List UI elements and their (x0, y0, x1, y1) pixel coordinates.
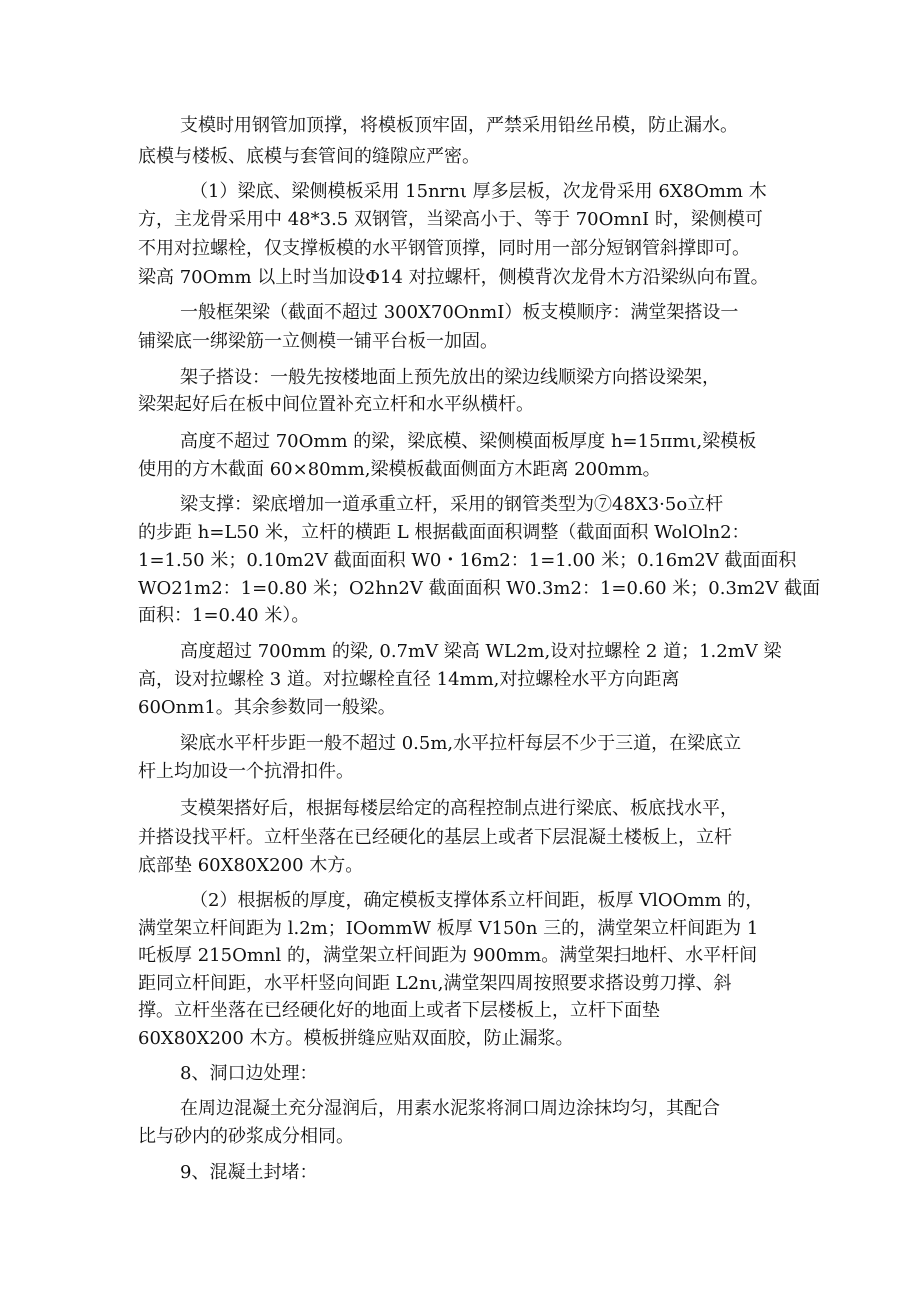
text-line: 梁架起好后在板中间位置补充立杆和水平纵横杆。 (138, 394, 534, 415)
text-line: （2）根据板的厚度，确定模板支撑体系立杆间距，板厚 VlOOmm 的， (190, 890, 764, 911)
text-line: 60Onm1。其余参数同一般梁。 (138, 697, 396, 718)
text-line: 梁底水平杆步距一般不超过 0.5m,水平拉杆每层不少于三道，在梁底立 (180, 733, 742, 754)
text-line: 60X80X200 木方。模板拼缝应贴双面胶，防止漏浆。 (138, 1028, 574, 1049)
section-heading: 8、洞口边处理： (180, 1063, 318, 1084)
text-line: 面积：1=0.40 米）。 (138, 605, 310, 626)
text-line: （1）梁底、梁侧模板采用 15nrnι 厚多层板，次龙骨采用 6X8Omm 木 (190, 181, 767, 202)
text-line: 使用的方木截面 60×80mm,梁模板截面侧面方木距离 200mm。 (138, 459, 661, 480)
text-line: 的步距 h=L50 米，立杆的横距 L 根据截面面积调整（截面面积 WolOln2： (138, 522, 750, 543)
text-line: 距同立杆间距，水平杆竖向间距 L2nι,满堂架四周按照要求搭设剪刀撑、斜 (138, 973, 732, 994)
text-line: 在周边混凝土充分湿润后，用素水泥浆将洞口周边涂抹均匀，其配合 (180, 1098, 720, 1119)
text-line: 梁支撑：梁底增加一道承重立杆，采用的钢管类型为⑦48X3·5o立杆 (180, 494, 724, 515)
text-line: 支模架搭好后，根据每楼层给定的高程控制点进行梁底、板底找水平， (180, 798, 738, 819)
text-line: 比与砂内的砂浆成分相同。 (138, 1126, 354, 1147)
text-line: 底部垫 60X80X200 木方。 (138, 855, 364, 876)
section-heading: 9、混凝土封堵： (180, 1162, 318, 1183)
text-line: 高，设对拉螺栓 3 道。对拉螺栓直径 14mm,对拉螺栓水平方向距离 (138, 669, 680, 690)
text-line: 并搭设找平杆。立杆坐落在已经硬化的基层上或者下层混凝土楼板上，立杆 (138, 827, 732, 848)
text-line: 底模与楼板、底模与套管间的缝隙应严密。 (138, 146, 480, 167)
text-line: 铺梁底一绑梁筋一立侧模一铺平台板一加固。 (138, 331, 498, 352)
text-line: 梁高 70Omm 以上时当加设Φ14 对拉螺杆，侧模背次龙骨木方沿梁纵向布置。 (138, 267, 769, 288)
text-line: 高度不超过 70Omm 的梁，梁底模、梁侧模面板厚度 h=15πmι,梁模板 (180, 431, 757, 452)
text-line: WO21m2：1=0.80 米；O2hn2V 截面面积 W0.3m2：1=0.60 米；0.3m2V 截面 (138, 578, 821, 599)
text-line: 不用对拉螺栓，仅支撑板模的水平钢管顶撑，同时用一部分短钢管斜撑即可。 (138, 238, 750, 259)
text-line: 满堂架立杆间距为 l.2m；IOommW 板厚 V150n 三的，满堂架立杆间距为 1 (138, 918, 759, 939)
text-line: 撑。立杆坐落在已经硬化好的地面上或者下层楼板上，立杆下面垫 (138, 1000, 660, 1021)
text-line: 杆上均加设一个抗滑扣件。 (138, 761, 354, 782)
text-line: 一般框架梁（截面不超过 300X70OnmI）板支模顺序：满堂架搭设一 (180, 302, 739, 323)
text-line: 1=1.50 米；0.10m2V 截面面积 W0・16m2：1=1.00 米；0.16m2V 截面面积 (138, 550, 797, 571)
text-line: 架子搭设：一般先按楼地面上预先放出的梁边线顺梁方向搭设梁架， (180, 367, 720, 388)
text-line: 高度超过 700mm 的梁, 0.7mV 梁高 WL2m,设对拉螺栓 2 道；1.2mV 梁 (180, 641, 782, 662)
text-line: 支模时用钢管加顶撑，将模板顶牢固，严禁采用铅丝吊模，防止漏水。 (180, 115, 738, 136)
text-line: 方，主龙骨采用中 48*3.5 双钢管，当梁高小于、等于 70OmnI 时，梁侧模可 (138, 209, 763, 230)
text-line: 吒板厚 215Omnl 的，满堂架立杆间距为 900mm。满堂架扫地杆、水平杆间 (138, 945, 758, 966)
